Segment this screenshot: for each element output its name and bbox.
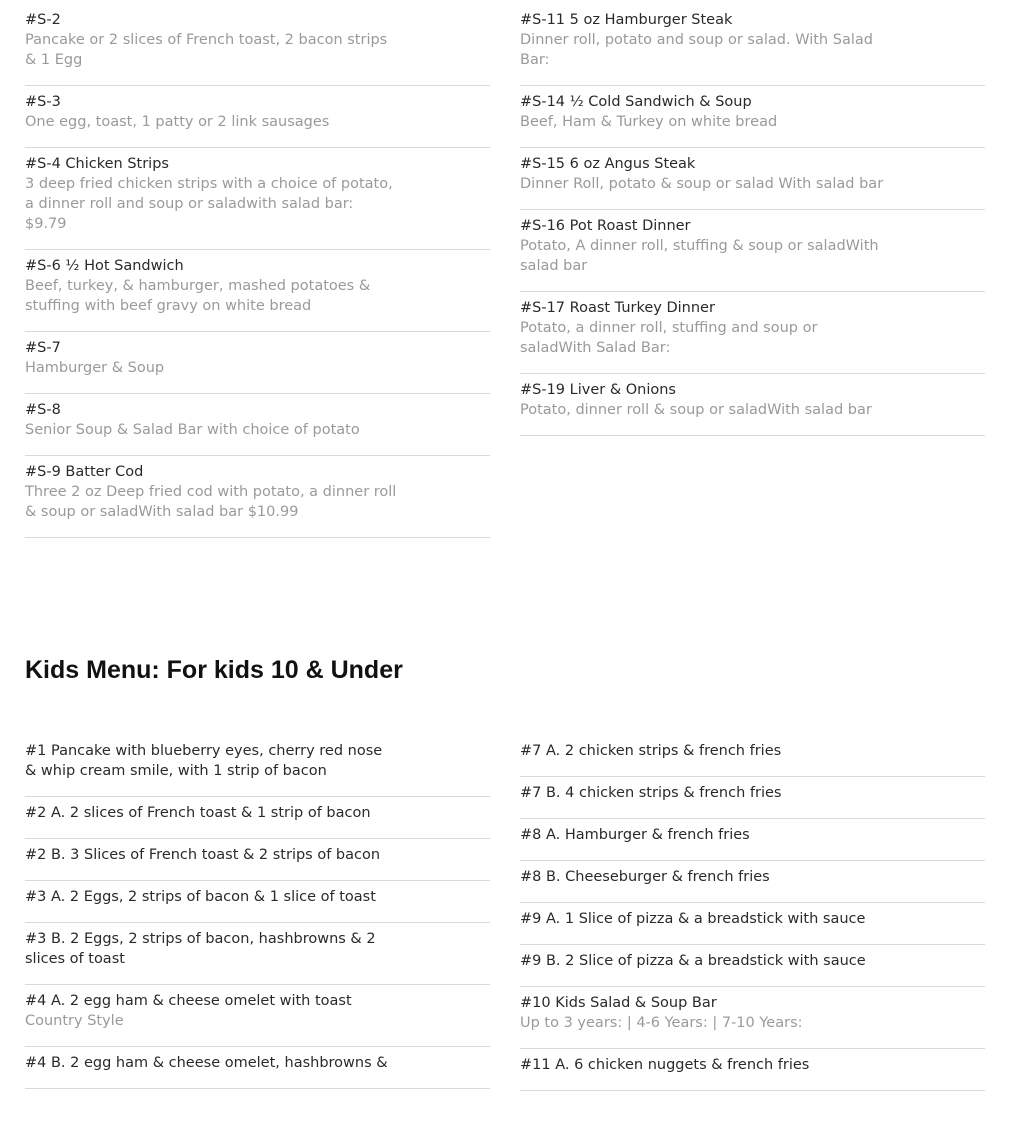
menu-item bbox=[520, 903, 985, 945]
menu-item-name: #S-17 Roast Turkey Dinner bbox=[520, 300, 715, 316]
menu-item-name: #S-15 6 oz Angus Steak bbox=[520, 156, 696, 172]
menu-item bbox=[25, 839, 490, 881]
menu-item bbox=[25, 881, 490, 923]
menu-item bbox=[25, 456, 490, 538]
menu-item bbox=[520, 735, 985, 777]
menu-item-name: #S-14 ½ Cold Sandwich & Soup bbox=[520, 94, 752, 110]
menu-item bbox=[25, 332, 490, 394]
kids-menu-heading: Kids Menu: For kids 10 & Under bbox=[25, 656, 403, 684]
menu-item-description: Three 2 oz Deep fried cod with potato, a dinner roll & soup or saladWith salad bar $10.99 bbox=[25, 484, 397, 520]
menu-item-description: Dinner Roll, potato & soup or salad With salad bar bbox=[520, 176, 884, 192]
menu-item bbox=[520, 374, 985, 436]
menu-item-description: Country Style bbox=[25, 1013, 124, 1029]
menu-item bbox=[520, 987, 985, 1049]
menu-item-name: #3 B. 2 Eggs, 2 strips of bacon, hashbrowns & 2 slices of toast bbox=[25, 931, 376, 967]
menu-item bbox=[520, 4, 985, 86]
menu-item-description: Beef, Ham & Turkey on white bread bbox=[520, 114, 778, 130]
menu-item-description: Potato, dinner roll & soup or saladWith salad bar bbox=[520, 402, 872, 418]
kids-menu-right-column bbox=[520, 735, 985, 1091]
menu-item bbox=[520, 86, 985, 148]
menu-item-description: One egg, toast, 1 patty or 2 link sausages bbox=[25, 114, 330, 130]
menu-item-name: #S-16 Pot Roast Dinner bbox=[520, 218, 691, 234]
menu-item-name: #S-6 ½ Hot Sandwich bbox=[25, 258, 184, 274]
menu-item-name: #3 A. 2 Eggs, 2 strips of bacon & 1 slice of toast bbox=[25, 889, 376, 905]
menu-item bbox=[520, 1049, 985, 1091]
menu-item-description: Potato, a dinner roll, stuffing and soup or saladWith Salad Bar: bbox=[520, 320, 818, 356]
menu-item-name: #2 A. 2 slices of French toast & 1 strip of bacon bbox=[25, 805, 371, 821]
menu-item-description: Beef, turkey, & hamburger, mashed potatoes & stuffing with beef gravy on white bread bbox=[25, 278, 371, 314]
menu-item bbox=[520, 861, 985, 903]
menu-item-description: Up to 3 years: | 4-6 Years: | 7-10 Years: bbox=[520, 1015, 803, 1031]
menu-item-name: #2 B. 3 Slices of French toast & 2 strips of bacon bbox=[25, 847, 381, 863]
menu-item-name: #S-8 bbox=[25, 402, 61, 418]
menu-item-name: #10 Kids Salad & Soup Bar bbox=[520, 995, 717, 1011]
menu-item bbox=[520, 210, 985, 292]
menu-item bbox=[520, 819, 985, 861]
menu-item-name: #9 A. 1 Slice of pizza & a breadstick with sauce bbox=[520, 911, 866, 927]
menu-item-name: #S-7 bbox=[25, 340, 61, 356]
menu-item bbox=[25, 797, 490, 839]
menu-item-name: #7 B. 4 chicken strips & french fries bbox=[520, 785, 782, 801]
menu-item-name: #11 A. 6 chicken nuggets & french fries bbox=[520, 1057, 810, 1073]
menu-item bbox=[25, 4, 490, 86]
menu-item-name: #9 B. 2 Slice of pizza & a breadstick with sauce bbox=[520, 953, 866, 969]
menu-item-name: #S-2 bbox=[25, 12, 61, 28]
menu-item-name: #8 B. Cheeseburger & french fries bbox=[520, 869, 770, 885]
menu-item-name: #S-4 Chicken Strips bbox=[25, 156, 169, 172]
menu-item bbox=[25, 923, 490, 985]
menu-item-name: #4 A. 2 egg ham & cheese omelet with toast bbox=[25, 993, 352, 1009]
senior-menu-right-column bbox=[520, 4, 985, 436]
menu-item bbox=[520, 777, 985, 819]
menu-item bbox=[25, 394, 490, 456]
menu-item-name: #S-9 Batter Cod bbox=[25, 464, 144, 480]
menu-item-description: Potato, A dinner roll, stuffing & soup or saladWith salad bar bbox=[520, 238, 879, 274]
menu-item bbox=[520, 148, 985, 210]
menu-item-name: #1 Pancake with blueberry eyes, cherry red nose & whip cream smile, with 1 strip of bacon bbox=[25, 743, 383, 779]
menu-item-name: #S-11 5 oz Hamburger Steak bbox=[520, 12, 733, 28]
menu-item-description: Hamburger & Soup bbox=[25, 360, 165, 376]
menu-item-description: Senior Soup & Salad Bar with choice of potato bbox=[25, 422, 360, 438]
menu-item bbox=[520, 945, 985, 987]
menu-item bbox=[25, 86, 490, 148]
menu-item-name: #7 A. 2 chicken strips & french fries bbox=[520, 743, 782, 759]
menu-item-description: 3 deep fried chicken strips with a choice of potato, a dinner roll and soup or saladwith salad bar: $9.79 bbox=[25, 176, 393, 232]
senior-menu-left-column bbox=[25, 4, 490, 538]
menu-item bbox=[25, 148, 490, 250]
menu-item-name: #S-3 bbox=[25, 94, 61, 110]
menu-item bbox=[520, 292, 985, 374]
menu-item bbox=[25, 985, 490, 1047]
menu-item-name: #8 A. Hamburger & french fries bbox=[520, 827, 750, 843]
menu-item-name: #S-19 Liver & Onions bbox=[520, 382, 676, 398]
menu-item bbox=[25, 250, 490, 332]
menu-item-name: #4 B. 2 egg ham & cheese omelet, hashbrowns & bbox=[25, 1055, 388, 1071]
menu-item-description: Dinner roll, potato and soup or salad. With Salad Bar: bbox=[520, 32, 873, 68]
menu-item-description: Pancake or 2 slices of French toast, 2 bacon strips & 1 Egg bbox=[25, 32, 388, 68]
menu-item bbox=[25, 735, 490, 797]
menu-item bbox=[25, 1047, 490, 1089]
kids-menu-left-column bbox=[25, 735, 490, 1089]
